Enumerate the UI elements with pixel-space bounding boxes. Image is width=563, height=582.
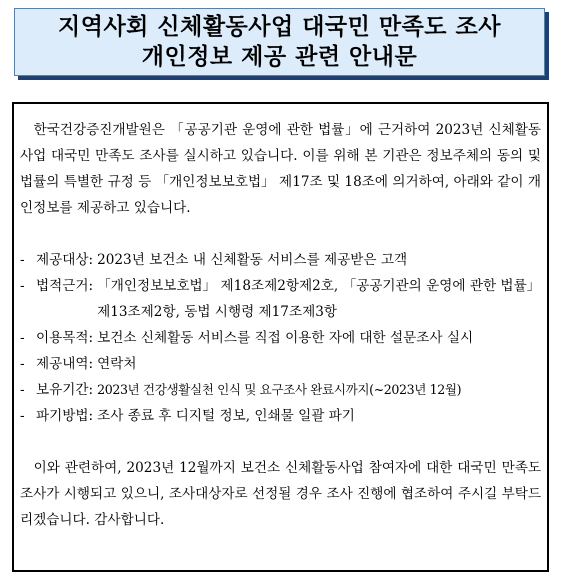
list-dash: - — [20, 356, 25, 372]
title-banner — [14, 8, 545, 76]
list-dash: - — [20, 408, 25, 424]
list-item-purpose — [20, 325, 541, 351]
item-value: 「개인정보보호법」 제18조제2항제2호, 「공공기관의 운영에 관한 법률」 제13조제2항, 동법 시행령 제17조제3항 — [97, 278, 541, 320]
item-value: 2023년 건강생활실천 인식 및 요구조사 완료시까지(~2023년 12월) — [97, 382, 462, 397]
list-dash: - — [20, 382, 25, 398]
item-label: 보유기간: — [36, 382, 94, 398]
item-value: 보건소 신체활동 서비스를 직접 이용한 자에 대한 설문조사 실시 — [97, 330, 474, 346]
list-dash: - — [20, 278, 25, 294]
item-label: 파기방법: — [36, 408, 94, 424]
item-value: 조사 종료 후 디지털 정보, 인쇄물 일괄 파기 — [97, 408, 355, 424]
notice-box — [12, 102, 549, 572]
list-item-retention — [20, 377, 541, 403]
list-item-legal-basis — [20, 273, 541, 325]
item-value: 연락처 — [97, 356, 137, 372]
intro-paragraph: 한국건강증진개발원은 「공공기관 운영에 관한 법률」에 근거하여 2023년 신체활동사업 대국민 만족도 조사를 실시하고 있습니다. 이를 위해 본 기관은 정보주체의 동의 및 법률의 특별한 규정 등 「개인정보보호법」 제17조 및 18조에 의거하여, 아래와 같이 개인정보를 제공하고 있습니다. — [20, 122, 541, 216]
item-label: 이용목적: — [36, 330, 94, 346]
item-label: 제공내역: — [36, 356, 94, 372]
title-line-1: 지역사회 신체활동사업 대국민 만족도 조사 — [58, 14, 501, 40]
list-item-details — [20, 351, 541, 377]
list-dash: - — [20, 252, 25, 268]
list-dash: - — [20, 330, 25, 346]
list-item-disposal — [20, 403, 541, 429]
item-label: 법적근거: — [36, 278, 94, 294]
title-line-2: 개인정보 제공 관련 안내문 — [141, 44, 418, 70]
list-item-target — [20, 247, 541, 273]
closing-paragraph: 이와 관련하여, 2023년 12월까지 보건소 신체활동사업 참여자에 대한 대국민 만족도 조사가 시행되고 있으니, 조사대상자로 선정될 경우 조사 진행에 협조하여 주시길 부탁드리겠습니다. 감사합니다. — [20, 460, 541, 528]
item-value: 2023년 보건소 내 신체활동 서비스를 제공받은 고객 — [97, 252, 408, 268]
info-list — [20, 247, 541, 429]
item-label: 제공대상: — [36, 252, 94, 268]
